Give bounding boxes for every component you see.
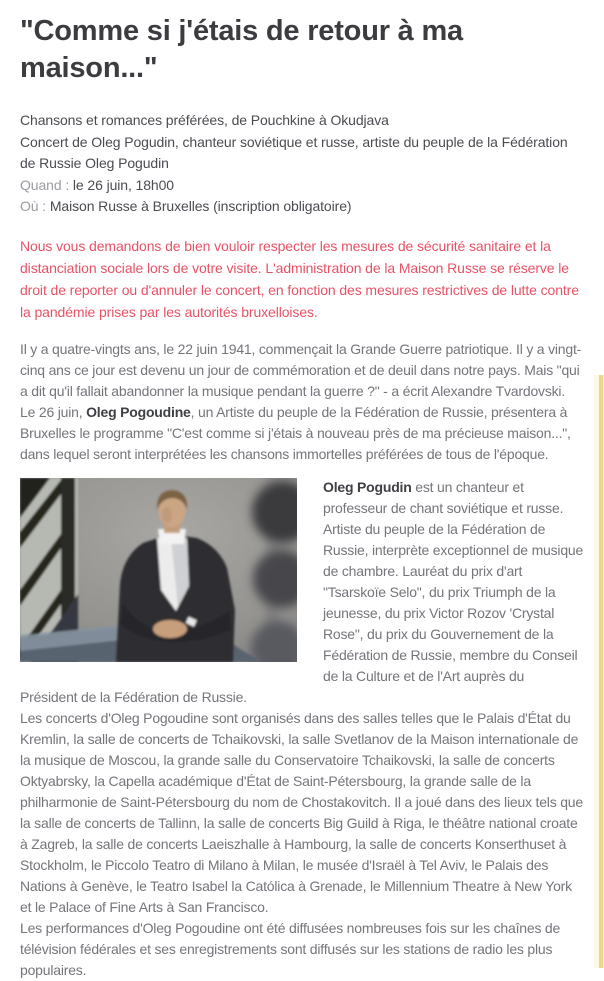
event-where [20,196,585,218]
artist-name-bold: Oleg Pogoudine [86,403,191,420]
artist-photo-illustration [20,478,297,662]
paragraph-broadcasts: Les performances d'Oleg Pogoudine ont été diffusées nombreuses fois sur les chaînes de télévision fédérales et ses enregistrements sont diffusés sur les stations de radio les plus populaires. [20,919,561,978]
program-text-prefix: Le 26 juin, [20,403,87,420]
bio-text: est un chanteur et professeur de chant soviétique et russe. Artiste du peuple de la Fédération de Russie, interprète exceptionnel de musique de chambre. Lauréat du prix d'art "Tsarskoïe Selo", du prix Triumph de la jeunesse, du prix Victor Rozov 'Crystal Rose", du prix du Gouvernement de la Fédération de Russie, membre du Conseil de la Culture et de l'Art auprès du Président de la Fédération de Russie. [20,478,584,705]
where-label: Où : [20,198,47,214]
event-summary [20,110,585,218]
event-when [20,175,585,197]
page-title-line1: "Comme si j'étais de retour à ma [20,15,463,47]
where-value: Maison Russe à Bruxelles (inscription obligatoire) [49,198,352,214]
side-widget-edge-bar[interactable] [594,375,604,968]
paragraph-concert-venues: Les concerts d'Oleg Pogoudine sont organisés dans des salles telles que le Palais d'État du Kremlin, la salle de concerts de Tchaikovski, la salle Svetlanov de la Maison internationale de la musique de Moscou, la grande salle du Conservatoire Tchaikovski, la salle de concerts Oktyabrsky, la Capella académique d'État de Saint-Pétersbourg, la grande salle de la philharmonie de Saint-Pétersbourg du nom de Chostakovitch. Il a joué dans des lieux tels que la salle de concerts de Tallinn, la salle de concerts Big Guild à Riga, le théâtre national croate à Zagreb, la salle de concerts Laeiszhalle à Hambourg, la salle de concerts Konserthuset à Stockholm, le Piccolo Teatro di Milano à Milan, le musée d'Israël à Tel Aviv, le Palais des Nations à Genève, le Teatro Isabel la Católica à Grenade, le Millennium Theatre à New York et le Palace of Fine Arts à San Francisco. [20,709,583,915]
page-title [20,13,585,87]
event-subtitle: Chansons et romances préférées, de Pouchkine à Okudjava [20,112,389,128]
program-text-suffix: , un Artiste du peuple de la Fédération de Russie, présentera à Bruxelles le programme "C'est comme si j'étais à nouveau près de ma précieuse maison...", dans lequel seront interprétées les chansons immortelles préférées de tous de l'époque. [20,403,571,462]
when-label: Quand : [20,176,70,193]
page-title-line2: maison..." [20,52,158,84]
when-value: le 26 juin, 18h00 [72,176,174,193]
sanitary-notice: Nous vous demandons de bien vouloir respecter les mesures de sécurité sanitaire et la distanciation sociale lors de votre visite. L'administration de la Maison Russe se réserve le droit de reporter ou d'annuler le concert, en fonction des mesures restrictives de lutte contre la pandémie prises par les autorités bruxelloises. [20,237,579,320]
paragraph-war-anniversary: Il y a quatre-vingts ans, le 22 juin 1941, commençait la Grande Guerre patriotique. Il y a vingt-cinq ans ce jour est devenu un jour de commémoration et de deuil dans notre pays. Mais "qui a dit qu'il fallait abandonner la musique pendant la guerre ?" - a écrit Alexandre Tvardovski. [20,340,582,399]
bio-artist-name-bold: Oleg Pogudin [323,478,412,495]
artist-photo [20,478,297,662]
paragraph-program [20,402,585,465]
event-description: Concert de Oleg Pogudin, chanteur soviétique et russe, artiste du peuple de la Fédération de Russie Oleg Pogudin [20,133,568,171]
